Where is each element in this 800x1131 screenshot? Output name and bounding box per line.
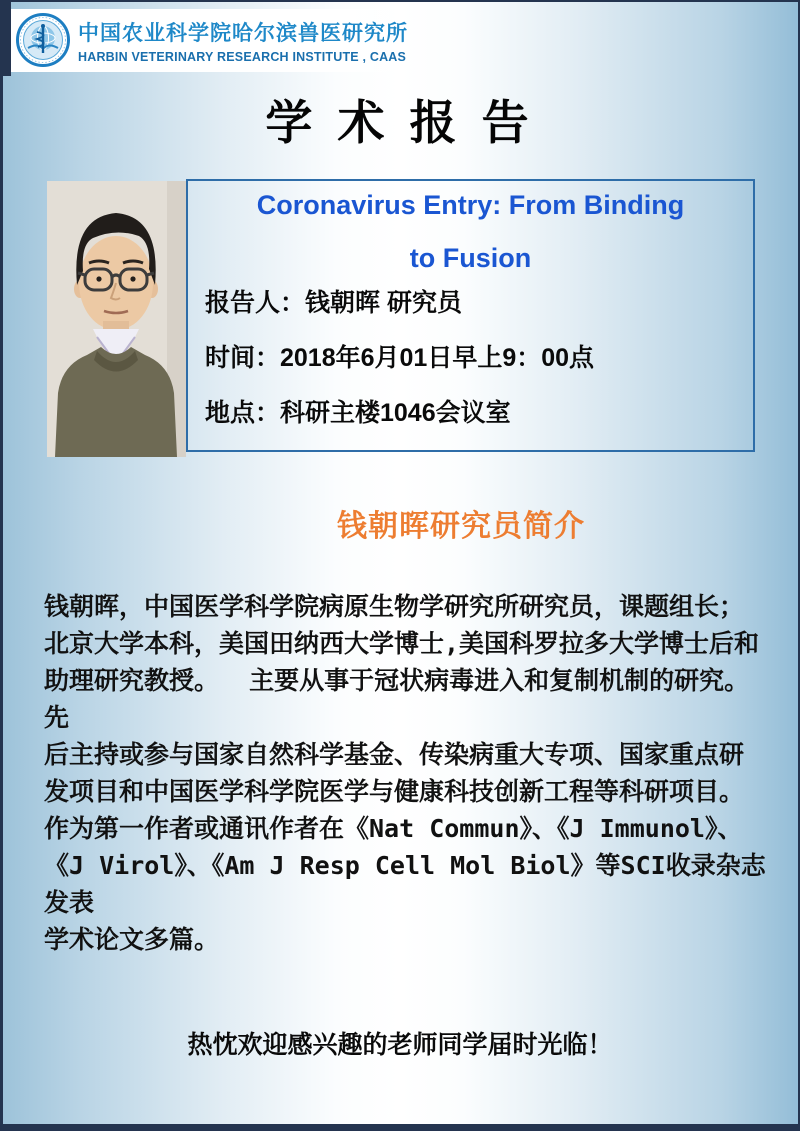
page-border-corner bbox=[0, 0, 11, 76]
institute-logo-icon bbox=[15, 12, 71, 68]
bio-line: 作为第一作者或通讯作者在《Nat Commun》、《J Immunol》、 bbox=[44, 814, 743, 843]
bio-line: 后主持或参与国家自然科学基金、传染病重大专项、国家重点研 bbox=[44, 740, 745, 769]
page-border-bottom bbox=[0, 1124, 800, 1131]
speaker-photo bbox=[47, 181, 186, 457]
bio-line: 发项目和中国医学科学院医学与健康科技创新工程等科研项目。 bbox=[44, 777, 745, 806]
seminar-title bbox=[188, 189, 753, 274]
page-border-left bbox=[0, 0, 3, 1131]
institute-name-en: HARBIN VETERINARY RESEARCH INSTITUTE , CAAS bbox=[78, 50, 407, 64]
poster-title: 学 术 报 告 bbox=[265, 96, 535, 149]
bio-line: 学术论文多篇。 bbox=[44, 925, 220, 954]
seminar-title-line2: to Fusion bbox=[409, 243, 532, 273]
bio-heading: 钱朝晖研究员简介 bbox=[337, 510, 585, 543]
institute-name-zh: 中国农业科学院哈尔滨兽医研究所 bbox=[78, 22, 408, 45]
seminar-location: 地点：科研主楼1046会议室 bbox=[205, 399, 511, 427]
welcome-message: 热忱欢迎感兴趣的老师同学届时光临！ bbox=[187, 1031, 613, 1059]
page-border-top bbox=[0, 0, 800, 2]
bio-line: 钱朝晖，中国医学科学院病原生物学研究所研究员，课题组长； bbox=[44, 592, 745, 621]
bio-line: 助理研究教授。 主要从事于冠状病毒进入和复制机制的研究。先 bbox=[44, 666, 750, 732]
institute-name-block bbox=[78, 17, 408, 64]
bio-line: 《J Virol》、《Am J Resp Cell Mol Biol》等SCI收录杂志发表 bbox=[44, 851, 766, 917]
institute-header bbox=[10, 9, 442, 72]
seminar-title-line1: Coronavirus Entry: From Binding bbox=[256, 190, 685, 220]
bio-line: 北京大学本科，美国田纳西大学博士,美国科罗拉多大学博士后和 bbox=[44, 629, 760, 658]
seminar-speaker: 报告人：钱朝晖 研究员 bbox=[205, 289, 462, 317]
seminar-info-box bbox=[186, 179, 755, 452]
seminar-details bbox=[188, 290, 753, 426]
speaker-bio bbox=[44, 588, 772, 958]
seminar-time: 时间：2018年6月01日早上9：00点 bbox=[205, 344, 595, 372]
